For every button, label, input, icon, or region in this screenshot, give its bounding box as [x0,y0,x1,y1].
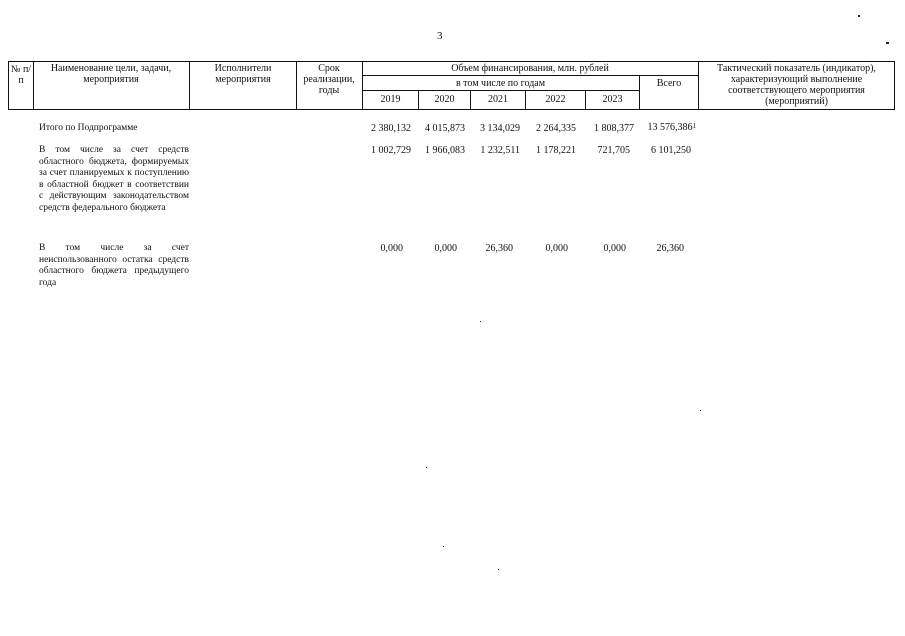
value-2019: 1 002,729 [371,145,411,156]
header-total: Всего [656,78,682,89]
header-funding: Объем финансирования, млн. рублей [451,63,609,74]
value-2019: 2 380,132 [371,123,411,134]
value-2021: 26,360 [485,243,513,254]
value-2021: 1 232,511 [480,145,520,156]
header-period: Срок реализации, годы [303,63,355,96]
header-executors: Исполнители мероприятия [214,63,272,85]
value-2020: 0,000 [434,243,457,254]
scan-speck [426,467,427,468]
header-num: № п/п [10,64,32,86]
value-total: 6 101,250 [651,145,691,156]
scan-speck [498,569,499,570]
scan-speck [886,42,889,44]
value-2022: 2 264,335 [536,123,576,134]
scan-speck [858,15,860,17]
value-2021: 3 134,029 [480,123,520,134]
value-2023: 1 808,377 [594,123,634,134]
scan-speck [443,546,444,547]
row-label: В том числе за счет средств областного бюджета, формируемых за счет планируемых к поступлению в областной бюджет в соответствии с действующим законодательством средств федерального бюджета [39,145,189,213]
header-indicator: Тактический показатель (индикатор), характеризующий выполнение соответствующего мероприятия (мероприятий) [717,63,876,107]
header-year: 2022 [545,94,566,105]
value-2023: 721,705 [597,145,630,156]
header-year: 2023 [602,94,623,105]
footnote-mark: 1 [692,122,696,130]
value-2022: 1 178,221 [536,145,576,156]
header-year: 2020 [434,94,455,105]
value-2020: 4 015,873 [425,123,465,134]
total-value: 13 576,386 [647,122,693,133]
value-2022: 0,000 [545,243,568,254]
row-label: Итого по Подпрограмме [39,123,138,133]
header-year: 2021 [488,94,508,105]
value-2019: 0,000 [380,243,403,254]
row-label: В том числе за счет неиспользованного остатка средств областного бюджета предыдущего года [39,243,189,288]
value-total: 26,360 [656,243,684,254]
scan-speck [700,410,701,411]
value-2023: 0,000 [603,243,626,254]
scan-speck [480,321,481,322]
value-total [638,122,696,134]
page-number: 3 [437,30,443,42]
header-by-year: в том числе по годам [455,78,546,89]
header-name: Наименование цели, задачи, мероприятия [50,63,172,85]
header-year: 2019 [380,94,401,105]
value-2020: 1 966,083 [425,145,465,156]
